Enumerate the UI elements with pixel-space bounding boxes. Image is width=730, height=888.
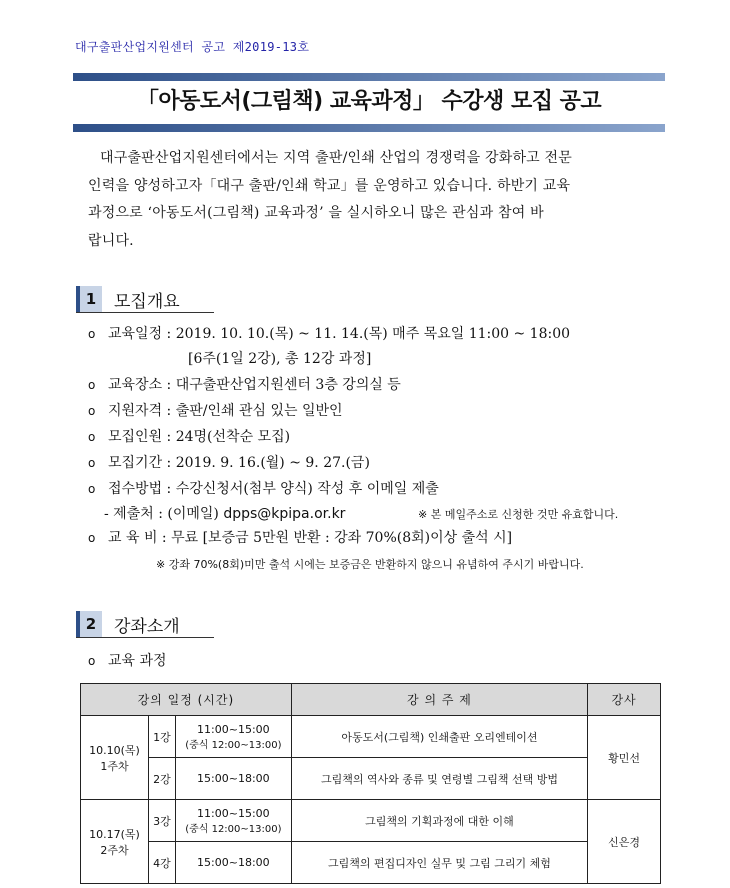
lesson-time: 15:00~18:00 — [175, 758, 291, 800]
lesson-time: 11:00~15:00 — [197, 722, 270, 736]
lesson-time-cell — [175, 800, 291, 842]
lesson-topic: 그림책의 기획과정에 대한 이해 — [291, 800, 587, 842]
lesson-time-note: (중식 12:00~13:00) — [185, 823, 282, 835]
lesson-number: 2강 — [148, 758, 175, 800]
item-value: 24명(선착순 모집) — [175, 429, 291, 445]
header-topic: 강 의 주 제 — [291, 684, 587, 716]
bullet-icon: o — [88, 327, 96, 341]
intro-line: 과정으로 ‘아동도서(그림책) 교육과정’ 을 실시하오니 많은 관심과 참여 바 — [88, 205, 544, 221]
week-number: 1주차 — [100, 759, 129, 773]
submit-note: ※ 본 메일주소로 신청한 것만 유효합니다. — [418, 508, 619, 521]
section-2-heading — [76, 611, 190, 637]
item-value: [6주(1일 2강), 총 12강 과정] — [188, 351, 372, 367]
section-title: 강좌소개 — [114, 616, 180, 637]
info-item-method — [88, 478, 439, 498]
lesson-topic: 그림책의 역사와 종류 및 연령별 그림책 선택 방법 — [291, 758, 587, 800]
item-value: 2019. 10. 10.(목) ~ 11. 14.(목) 매주 목요일 11:00 ~ 18:00 — [175, 326, 571, 342]
item-label: 지원자격 : — [108, 403, 172, 419]
info-item-capacity — [88, 426, 290, 446]
item-label: 모집인원 : — [108, 429, 172, 445]
info-item-schedule — [88, 323, 570, 343]
bullet-icon: o — [88, 482, 96, 496]
item-value: 2019. 9. 16.(월) ~ 9. 27.(금) — [175, 455, 370, 471]
fee-note: ※ 강좌 70%(8회)미만 출석 시에는 보증금은 반환하지 않으니 유념하여 주시기 바랍니다. — [156, 558, 584, 571]
item-value: 출판/인쇄 관심 있는 일반인 — [175, 403, 343, 419]
item-label: 교육장소 : — [108, 377, 172, 393]
week-date: 10.10(목) — [89, 743, 140, 757]
intro-line: 랍니다. — [88, 232, 134, 249]
instructor-name: 신은경 — [588, 800, 661, 884]
item-label: 모집기간 : — [108, 455, 172, 471]
section-number: 1 — [76, 286, 102, 312]
header-instructor: 강사 — [588, 684, 661, 716]
table-row — [81, 716, 661, 758]
info-item-fee — [88, 527, 512, 547]
document-title: 「아동도서(그림책) 교육과정」 수강생 모집 공고 — [136, 89, 602, 114]
section-1-heading — [76, 286, 190, 312]
submit-line — [104, 503, 345, 523]
lesson-number: 4강 — [148, 842, 175, 884]
week-cell — [81, 716, 149, 800]
header-schedule: 강의 일정 (시간) — [81, 684, 292, 716]
intro-line: 대구출판산업지원센터에서는 지역 출판/인쇄 산업의 경쟁력을 강화하고 전문 — [100, 150, 572, 166]
item-value: 대구출판산업지원센터 3층 강의실 등 — [175, 377, 401, 393]
item-label: 교 육 비 : — [108, 530, 167, 546]
title-bar-top — [73, 73, 665, 81]
info-item-schedule-detail — [188, 348, 371, 368]
item-value: 수강신청서(첨부 양식) 작성 후 이메일 제출 — [175, 481, 439, 497]
notice-number: 대구출판산업지원센터 공고 제2019-13호 — [75, 40, 310, 54]
course-table — [80, 683, 661, 884]
lesson-time-note: (중식 12:00~13:00) — [185, 739, 282, 751]
week-cell — [81, 800, 149, 884]
intro-paragraph — [88, 145, 664, 255]
intro-line: 인력을 양성하고자「대구 출판/인쇄 학교」를 운영하고 있습니다. 하반기 교육 — [88, 177, 571, 194]
bullet-icon: o — [88, 456, 96, 470]
info-item-location — [88, 374, 401, 394]
bullet-icon: o — [88, 654, 96, 668]
title-bar-bottom — [73, 124, 665, 132]
item-label: 접수방법 : — [108, 481, 172, 497]
bullet-icon: o — [88, 404, 96, 418]
bullet-icon: o — [88, 430, 96, 444]
lesson-number: 3강 — [148, 800, 175, 842]
info-item-eligibility — [88, 400, 343, 420]
instructor-name: 황민선 — [588, 716, 661, 800]
week-date: 10.17(목) — [89, 827, 140, 841]
item-value: 무료 [보증금 5만원 반환 : 강좌 70%(8회)이상 출석 시] — [171, 530, 513, 546]
info-item-period — [88, 452, 370, 472]
course-subheading — [88, 650, 167, 670]
section-number: 2 — [76, 611, 102, 637]
item-label: 교육 과정 — [108, 653, 167, 669]
table-header-row — [81, 684, 661, 716]
lesson-time-cell — [175, 716, 291, 758]
submit-email-link[interactable]: dpps@kpipa.or.kr — [223, 506, 346, 522]
table-row — [81, 800, 661, 842]
table-row — [81, 842, 661, 884]
lesson-time: 11:00~15:00 — [197, 806, 270, 820]
table-row — [81, 758, 661, 800]
section-title: 모집개요 — [114, 291, 180, 312]
bullet-icon: o — [88, 531, 96, 545]
bullet-icon: o — [88, 378, 96, 392]
lesson-topic: 아동도서(그림책) 인쇄출판 오리엔테이션 — [291, 716, 587, 758]
week-number: 2주차 — [100, 843, 129, 857]
lesson-number: 1강 — [148, 716, 175, 758]
lesson-time: 15:00~18:00 — [175, 842, 291, 884]
lesson-topic: 그림책의 편집디자인 실무 및 그림 그리기 체험 — [291, 842, 587, 884]
submit-prefix: - 제출처 : (이메일) — [104, 506, 219, 522]
section-underline — [76, 637, 214, 638]
item-label: 교육일정 : — [108, 326, 172, 342]
section-underline — [76, 312, 214, 313]
